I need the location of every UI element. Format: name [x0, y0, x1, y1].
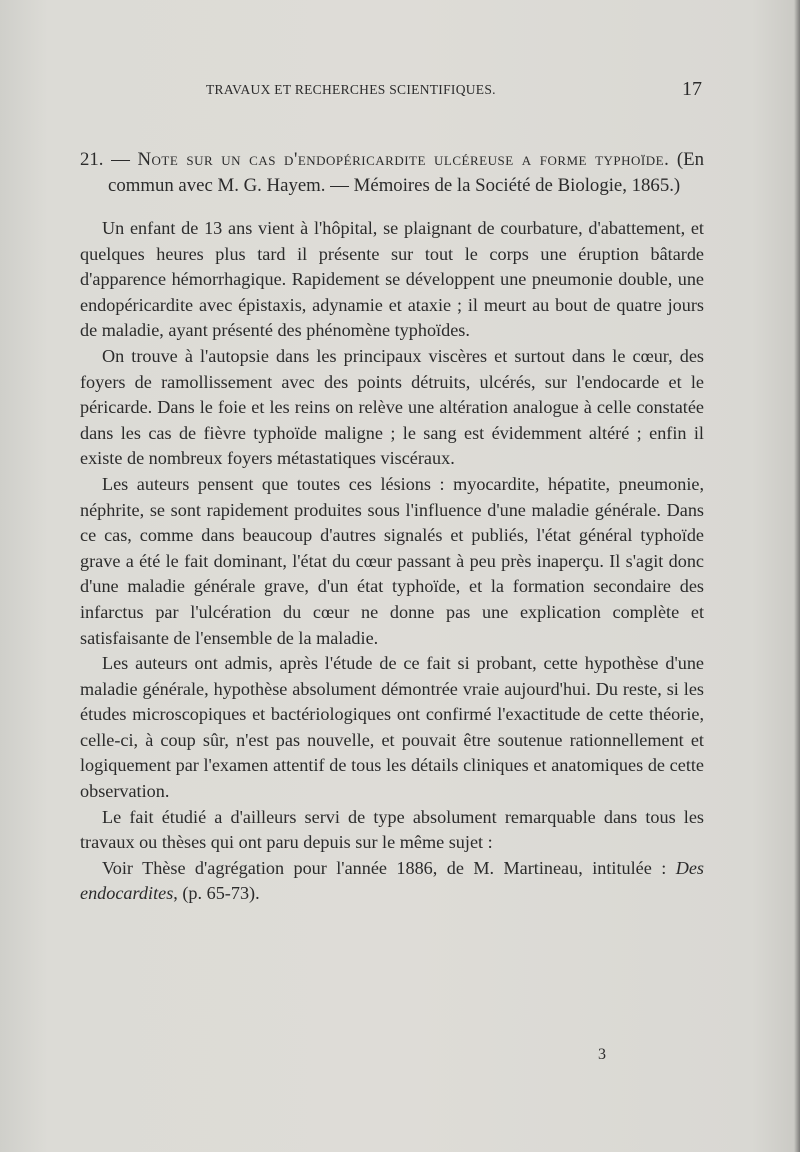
entry-title-source: (En commun avec M. G. Hayem. — Mémoires de la Société de Biologie, 1865.)	[108, 149, 705, 196]
reference-text: Voir Thèse d'agrégation pour l'année 1886, de M. Martineau, intitulée :	[102, 857, 676, 878]
entry-dash: —	[111, 149, 130, 170]
paragraph-reference	[80, 856, 704, 907]
entry-number: 21.	[80, 149, 104, 170]
page-edge-shadow	[794, 0, 800, 1152]
page-header	[80, 80, 702, 104]
reference-pages: , (p. 65-73).	[173, 883, 260, 904]
paragraph-type-case: Le fait étudié a d'ailleurs servi de type absolument remarquable dans tous les travaux ou thèses qui ont paru depuis sur le même sujet :	[80, 806, 704, 853]
page-number: 17	[682, 78, 702, 100]
paragraph-case-description: Un enfant de 13 ans vient à l'hôpital, se plaignant de courbature, d'abattement, et quelques heures plus tard il présente sur tout le corps une éruption bâtarde d'apparence hémorrhagique. Rapidement se développent une pneumonie double, une endopéricardite avec épistaxis, adynamie et ataxie ; il meurt au bout de quatre jours de maladie, ayant présenté des phénomène typhoïdes.	[80, 218, 704, 341]
paragraph-general-disease: Les auteurs ont admis, après l'étude de ce fait si probant, cette hypothèse d'une maladie générale, hypothèse absolument démontrée vraie aujourd'hui. Du reste, si les études microscopiques et bactériologiques ont confirmé l'exactitude de cette théorie, celle-ci, à coup sûr, n'est pas nouvelle, et pouvait être soutenue rationnellement et logiquement par l'examen attentif de tous les détails cliniques et anatomiques de cette observation.	[80, 653, 704, 802]
reference-title: Des endocardites	[80, 857, 704, 904]
paragraph-authors-hypothesis: Les auteurs pensent que toutes ces lésions : myocardite, hépatite, pneumonie, néphrite, se sont rapidement produites sous l'influence d'une maladie générale. Dans ce cas, comme dans beaucoup d'autres signalés et publiés, l'état général typhoïde grave a été le fait dominant, l'état du cœur passant à peu près inaperçu. Il s'agit donc d'une maladie générale grave, d'un état typhoïde, et la formation secondaire des infarctus par l'ulcération du cœur ne donne pas une explication complète et satisfaisante de l'ensemble de la maladie.	[80, 473, 704, 648]
running-head: TRAVAUX ET RECHERCHES SCIENTIFIQUES.	[206, 82, 496, 97]
entry-title-smallcaps: Note sur un cas d'endopéricardite ulcéreuse a forme typhoïde.	[137, 149, 670, 170]
entry-title	[80, 147, 704, 199]
main-text	[80, 147, 704, 907]
paragraph-autopsy: On trouve à l'autopsie dans les principaux viscères et surtout dans le cœur, des foyers de ramollissement avec des points détruits, ulcérés, sur l'endocarde et le péricarde. Dans le foie et les reins on relève une altération analogue à celle constatée dans les cas de fièvre typhoïde maligne ; le sang est évidemment altéré ; enfin il existe de nombreux foyers métastatiques viscéraux.	[80, 345, 704, 469]
signature-mark: 3	[598, 1046, 606, 1063]
